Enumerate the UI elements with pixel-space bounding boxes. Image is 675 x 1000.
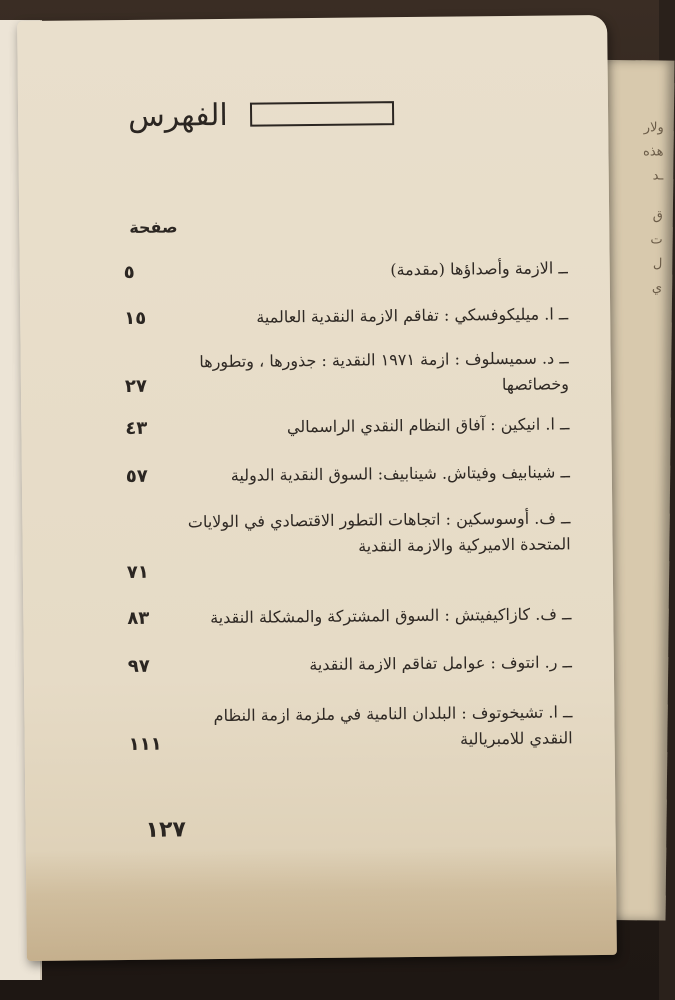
toc-entry-page: ١٥ <box>124 307 147 330</box>
toc-entry-page: ٥٧ <box>125 465 148 488</box>
toc-entry <box>125 411 570 440</box>
toc-entry-page: ١١١ <box>128 733 162 755</box>
toc-entry <box>126 505 571 583</box>
toc-entry-text: ــ ا. ميليكوفسكي : تفاقم الازمة النقدية العالمية <box>256 304 569 327</box>
underlying-text: هذه <box>642 144 664 160</box>
toc-entry-text: ــ شينابيف وفيتاش. شينابيف: السوق النقدية الدولية <box>230 462 570 485</box>
page-column-label: صفحة <box>129 217 178 237</box>
toc-entry-text: ــ د. سميسلوف : ازمة ١٩٧١ النقدية : جذورها ، وتطورها وخصائصها <box>199 348 570 395</box>
toc-entry-page: ٤٣ <box>125 417 148 440</box>
toc-entry <box>127 601 572 629</box>
table-of-contents <box>17 15 617 961</box>
toc-entry <box>123 255 568 284</box>
toc-entry-page: ٧١ <box>126 561 149 583</box>
underlying-text: ت <box>650 232 663 248</box>
toc-entry <box>124 301 569 330</box>
page-title: الفهرس <box>127 97 228 134</box>
toc-entry-text: ــ ف. أوسوسكين : اتجاهات التطور الاقتصادي في الولايات المتحدة الاميركية والازمة النقدية <box>187 508 571 556</box>
underlying-text: ي <box>651 280 663 296</box>
toc-entry-page: ٨٣ <box>127 607 150 629</box>
page-number: ١٢٧ <box>145 817 187 843</box>
toc-entry-page: ٥ <box>123 261 135 284</box>
toc-entry-text: ــ ا. تشيخوتوف : البلدان النامية في ملزمة ازمة النظام النقدي للامبريالية <box>213 702 573 749</box>
underlying-text: ل <box>652 256 663 272</box>
toc-entry <box>127 649 572 677</box>
toc-entry-text: ــ ف. كازاكيفيتش : السوق المشتركة والمشكلة النقدية <box>210 604 572 628</box>
toc-entry <box>124 345 570 398</box>
underlying-text: ق <box>652 208 663 224</box>
underlying-text: ولار <box>643 120 664 136</box>
toc-entry-text: ــ ر. انتوف : عوامل تفاقم الازمة النقدية <box>309 652 572 675</box>
toc-entry-text: ــ ا. انيكين : آفاق النظام النقدي الراسمالي <box>286 414 570 437</box>
toc-entry-page: ٢٧ <box>124 375 148 398</box>
toc-entry-text: ــ الازمة وأصداؤها (مقدمة) <box>390 258 568 280</box>
toc-entry <box>125 459 570 488</box>
underlying-text: ـد <box>652 168 664 184</box>
toc-entry-page: ٩٧ <box>127 655 150 677</box>
toc-entry <box>128 699 573 755</box>
book-page <box>17 15 617 961</box>
